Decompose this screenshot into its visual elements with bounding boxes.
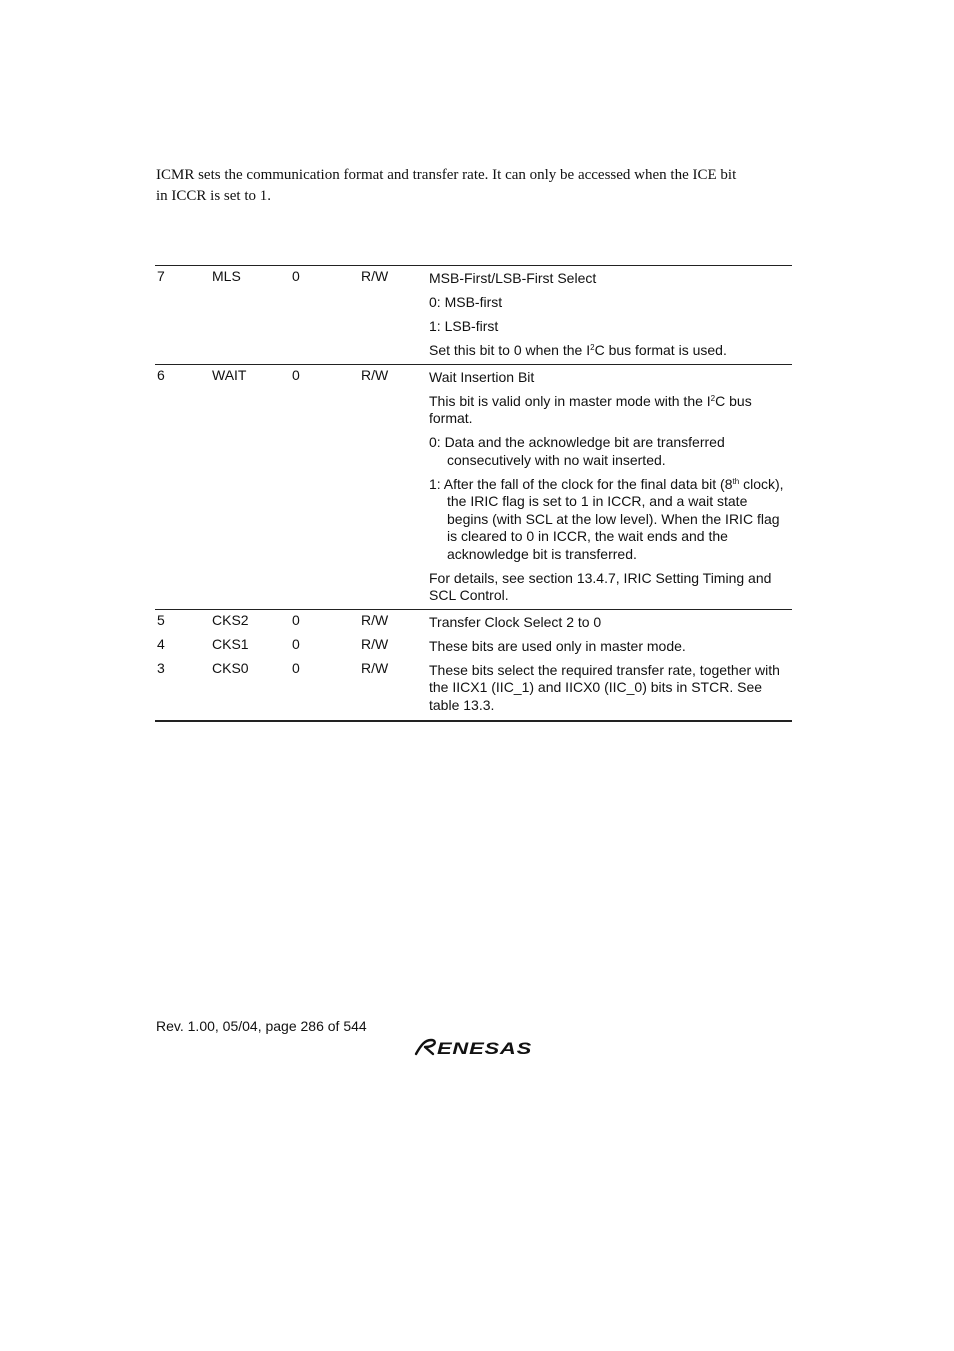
- option-1: 1: LSB-first: [429, 318, 499, 334]
- table-row-wait: [155, 365, 792, 610]
- intro-line-2: in ICCR is set to 1.: [156, 188, 272, 204]
- intro-paragraph: [156, 165, 786, 207]
- initial-value: 0: [292, 659, 300, 676]
- read-write: R/W: [361, 611, 389, 628]
- table-row-cks2: [155, 610, 792, 634]
- bit-name: CKS2: [212, 611, 249, 628]
- table-row-mls: [155, 266, 792, 365]
- read-write: R/W: [361, 635, 389, 652]
- read-write: R/W: [361, 366, 389, 383]
- option-1: 1: After the fall of the clock for the final data bit (8th clock), the IRIC flag is set to 1 in ICCR, and a wait state begins (with SCL at the low level). When the IRIC flag is cleared to 0 in ICCR, the wait ends and the acknowledge bit is transferred.: [429, 475, 784, 562]
- bit-number: 4: [157, 635, 165, 652]
- description-validity: This bit is valid only in master mode with the $I^2C$ bus format.: [429, 392, 752, 426]
- initial-value: 0: [292, 611, 300, 628]
- bit-name: CKS0: [212, 659, 249, 676]
- bit-name: CKS1: [212, 635, 249, 652]
- bit-number: 6: [157, 366, 165, 383]
- initial-value: 0: [292, 366, 300, 383]
- description-details: For details, see section 13.4.7, IRIC Setting Timing and SCL Control.: [429, 569, 772, 603]
- bit-description: These bits select the required transfer rate, together with the IICX1 (IIC_1) and IICX0 (IIC_0) bits in STCR. See table 13.3.: [429, 661, 780, 713]
- bit-number: 3: [157, 659, 165, 676]
- initial-value: 0: [292, 268, 300, 284]
- table-row-cks1: [155, 634, 792, 658]
- description-title: Wait Insertion Bit: [429, 368, 535, 385]
- bit-number: 7: [157, 268, 165, 284]
- bit-description: Transfer Clock Select 2 to 0: [429, 613, 602, 630]
- option-0: 0: MSB-first: [429, 294, 503, 310]
- intro-line-1: ICMR sets the communication format and transfer rate. It can only be accessed when the ICE bit: [156, 167, 737, 183]
- bit-description: [429, 270, 792, 360]
- option-0: 0: Data and the acknowledge bit are transferred consecutively with no wait inserted.: [429, 434, 725, 468]
- register-bit-table: [155, 265, 792, 722]
- bit-description: These bits are used only in master mode.: [429, 637, 686, 654]
- read-write: R/W: [361, 268, 389, 284]
- bit-name: MLS: [212, 268, 241, 284]
- bit-description: [429, 369, 792, 605]
- initial-value: 0: [292, 635, 300, 652]
- svg-text:ENESAS: ENESAS: [437, 1039, 533, 1058]
- table-row-cks0: [155, 658, 792, 715]
- read-write: R/W: [361, 659, 389, 676]
- renesas-logo-icon: [413, 1036, 535, 1058]
- description-title: MSB-First/LSB-First Select: [429, 270, 597, 286]
- page-footer: Rev. 1.00, 05/04, page 286 of 544: [156, 1018, 367, 1034]
- table-row-cks: [155, 610, 792, 721]
- bit-name: WAIT: [212, 366, 247, 383]
- bit-number: 5: [157, 611, 165, 628]
- renesas-logo: [413, 1036, 535, 1063]
- description-note: Set this bit to 0 when the $I^2C$ bus format is used.: [429, 342, 727, 358]
